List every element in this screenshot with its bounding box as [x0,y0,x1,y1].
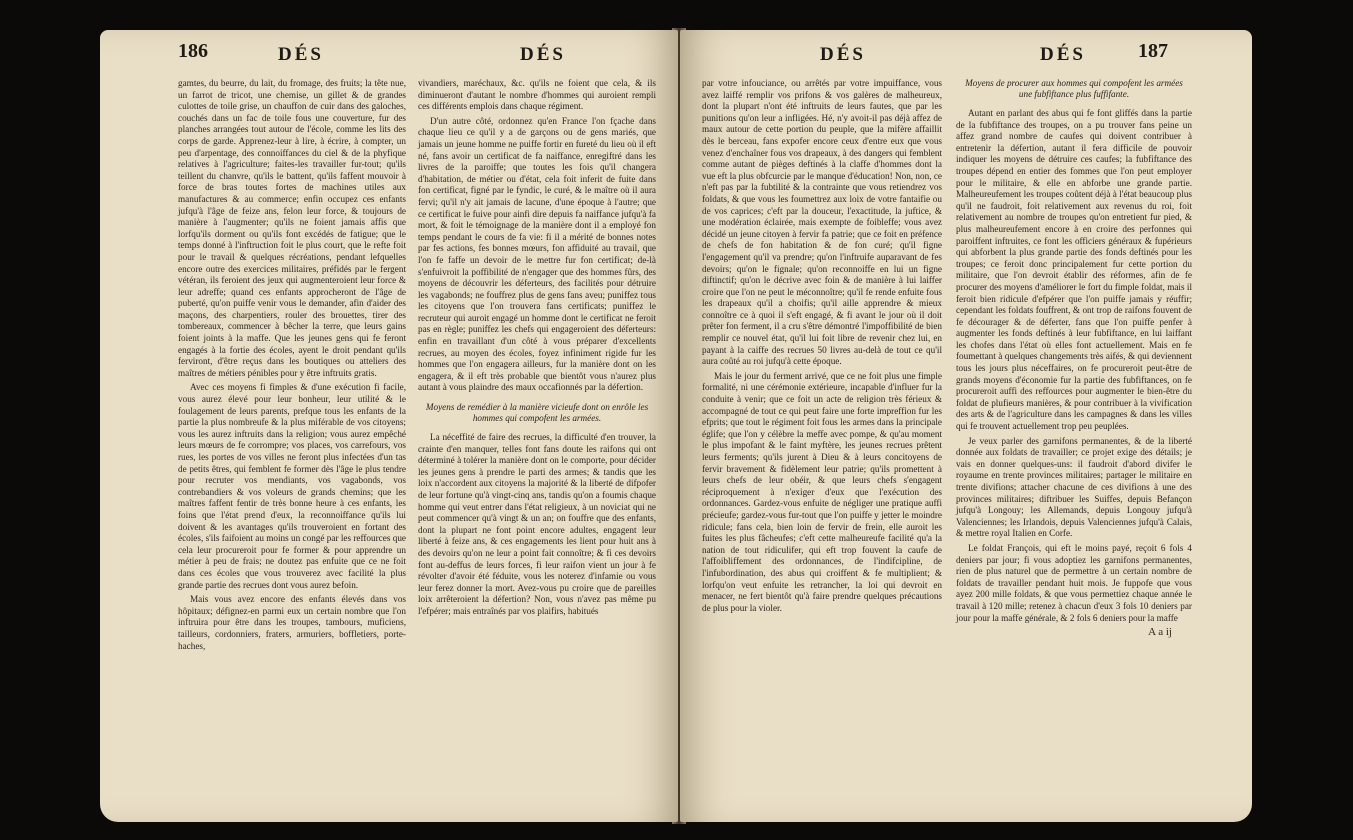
signature-mark: A a ij [1148,626,1172,639]
paragraph: gamtes, du beurre, du lait, du fromage, des fruits; la tête nue, un farrot de tricot, une chemise, un gillet & de grandes culottes de toile grise, un chauffon de cuir dans des galoches, couchés dans un fac de toile fous une couverture, fur des planches arrangées tout autour de l'école, comme les lits des corps de garde. Apprenez-leur à lire, à écrire, à compter, un peu d'arpentage, des connoiffances du ciel & de la phyfique relatives à l'agriculture; faites-les travailler fur-tout; qu'ils teillent du chanvre, qu'ils le battent, qu'ils faffent mouvoir à force de bras toutes fortes de machines utiles aux manufactures & au commerce; enfin occupez ces enfants jufqu'à l'âge de feize ans, felon leur force, & toujours de manière à l'augmenter; qu'ils ne foient jamais affis que lorfqu'ils dorment ou qu'ils font excédés de fatigue; que le temps donné à l'inftruction foit le plus court, que le refte foit pour le travail & quelques récréations, pendant lefquelles encore outre des exercices militaires, préfidés par le fergent vétéran, ils feroient des jeux qui augmenteroient leur force & leur adreffe; quand ces enfants approcheront de l'âge de puberté, qu'on puiffe venir vous le demander, afin d'aider des maçons, des charpentiers, rouler des brouettes, tirer des tombereaux, commencer à bêcher la terre, que leurs gains foient joints à la maffe. Que les jeunes gens qui fe feront engagés à la fortie des écoles, ayent le droit pendant qu'ils ferviront, d'être reçus dans les boutiques ou atteliers des maîtres de métiers pénibles pour y être inftruits gratis. [178,78,406,378]
left-column-2 [418,78,656,621]
left-page [100,30,678,822]
section-heading: Moyens de remédier à la manière vicieufe dont on enrôle les hommes qui compofent les armées. [425,402,649,424]
left-column-1 [178,78,406,655]
right-page [680,30,1252,822]
running-header-right-col1: DÉS [820,44,866,65]
running-header-right-col2: DÉS [1040,44,1086,65]
running-header-left-col2: DÉS [520,44,566,65]
running-header-left-col1: DÉS [278,44,324,65]
paragraph: Mais le jour du ferment arrivé, que ce ne foit plus une fimple formalité, ni une cérémonie extérieure, incapable d'influer fur la conduite à venir; que ce foit un acte de religion très férieux & accompagné de tout ce qui peut faire une forte impreffion fur les efprits; que tout le régiment foit fous les armes dans la principale églife; que l'on y célèbre la meffe avec pompe, & qu'au moment le plus impofant & le faint myftère, les jeunes recrues prêtent leurs ferments; qu'ils jurent à Dieu & à leurs concitoyens de fervir bravement & fidèlement leur patrie; qu'ils promettent à leurs chefs de leur obéir, & que leurs chefs s'engagent réciproquement à n'exiger d'eux que l'exécution des ordonnances. Gardez-vous enfuite de négliger une pratique auffi précieufe; gardez-vous fur-tout que l'on puiffe y jetter le moindre ridicule; fans cela, bien loin de fervir de frein, elle auroit les fuites les plus fâcheufes; c'eft cette malheureufe facilité qu'a la nation de tout ridiculifer, qui eft trop fouvent la caufe de l'affoibliffement des ordonnances, de l'indifcipline, de l'infubordination, des abus qui croiffent & fe multiplient; & lorfqu'on veut enfuite les retrancher, la loi qui devroit en menacer, ne fert bientôt qu'à faire prendre quelques précautions de plus pour la violer. [702,370,942,613]
paragraph: Le foldat François, qui eft le moins payé, reçoit 6 fols 4 deniers par jour; fi vous adoptiez les garnifons permanentes, rien de plus naturel que de permettre à un certain nombre de foldats de travailler pendant huit mois. Je fuppofe que vous ayez 200 mille foldats, & que vous permettiez chaque année le travail à 120 mille; retenez à chacun d'eux 3 fols 10 deniers par jour pour la maffe générale, & 2 fols 6 deniers pour la maffe [956,542,1192,623]
paragraph: par votre infouciance, ou arrêtés par votre impuiffance, vous avez laiffé remplir vos prifons & vos galères de malheureux, dont la plupart n'ont été inftruits de leurs fautes, que par les punitions qu'on leur a infligées. Hé, n'y avoit-il pas déjà affez de maux autour de cette portion du peuple, que la mifère affaillit dès le berceau, fans expofer encore ceux d'entre eux que vous venez d'enchaîner fous vos drapeaux, à des dangers qui femblent comme autant de pièges deftinés à la claffe d'hommes dont la vue eft la plus obfcurcie par le manque d'éducation! Non, non, ce n'eft pas par la fubtilité & la contrainte que vous retiendrez vos foldats, & que vous les foumettrez aux loix de votre fantaifie ou de vos caprices; c'eft par la douceur, l'exactitude, la juftice, & une modération éclairée, mais exempte de foibleffe; vous avez décidé un jeune citoyen à fervir fa patrie; que ce foit en préfence de chefs de fon habitation & de fon curé; qu'il figne l'engagement qu'il va prendre; qu'on l'inftruife auparavant de fes devoirs; qu'on le fignale; qu'on reconnoiffe en lui un figne diftinctif; qu'on le décrive avec foin & de manière à lui laiffer croire que l'on ne peut le méconnoître; qu'il fe rende enfuite fous les drapeaux qu'il a choifis; qu'il aille apprendre & mieux connoître ce à quoi il s'eft engagé, & fi avant le jour où il doit prêter fon ferment, il a cru s'être démontré l'impoffibilité de bien remplir ce nouvel état, qu'il lui foit libre de revenir chez lui, en payant à la caiffe des recrues 50 livres au-delà de tout ce qu'il aura coûté au roi jufqu'à cette époque. [702,78,942,367]
right-column-1 [702,78,942,617]
page-number-right: 187 [1138,40,1168,62]
section-heading: Moyens de procurer aux hommes qui compofent les armées une fubfiftance plus fuffifante. [965,78,1183,99]
paragraph: Mais vous avez encore des enfants élevés dans vos hôpitaux; défignez-en parmi eux un certain nombre que l'on inftruira pour être dans les troupes, tambours, muficiens, tailleurs, cordonniers, fraters, armuriers, boffletiers, porte-haches, [178,594,406,651]
right-column-2 [956,78,1192,639]
paragraph: Je veux parler des garnifons permanentes, & de la liberté donnée aux foldats de travailler; ce projet exige des détails; je vais en donner quelques-uns: il faudroit d'abord divifer le royaume en trente provinces militaires; partager le militaire en trente divifions; attacher chacune de ces divifions à une des provinces militaires; diftribuer les Suiffes, depuis Befançon jufqu'à Longouy; les Allemands, depuis Longouy jufqu'à Valenciennes; les Irlandois, depuis Valenciennes jufqu'à Calais, & mettre royal Italien en Corfe. [956,435,1192,539]
page-number-left: 186 [178,40,208,62]
paragraph: D'un autre côté, ordonnez qu'en France l'on fçache dans chaque lieu ce qu'il y a de garçons ou de gens mariés, que jamais un jeune homme ne puiffe fortir en fureté du lieu où il eft né, fans avoir un certificat de fa naiffance, enregiftré dans les livres de la paroiffe; que toutes les fois qu'il changera d'habitation, de métier ou d'état, cela foit inferit de fuite dans fon certificat, figné par le fyndic, le curé, & le maître où il aura fervi; qu'il n'y ait jamais de lacune, d'une époque à l'autre; que ce certificat le fuive pour ainfi dire depuis fa naiffance jufqu'à fa mort, & foit le témoignage de la manière dont il a employé fon temps pendant le cours de fa vie: fi il a mérité de bonnes notes par fes actions, fes bonnes mœurs, fon affiduité au travail, que l'on fe faffe un devoir de le mettre fur fon certificat; de-là s'enfuivroit la poffibilité de n'engager que des hommes fûrs, des moyens de découvrir les déferteurs, des facilités pour détruire les vagabonds; ne fouffrez plus de gens fans aveu; puniffez tous les citoyens que l'on trouvera fans certificats; puniffez le recruteur qui auroit engagé un homme dont le certificat ne feroit pas en règle; puniffez les chefs qui engageroient des déferteurs: enfin en travaillant d'un côté à vous préparer d'excellents recrues, au moyen des écoles, foyez infiniment rigide fur les hommes que l'on engagera ailleurs, fur la manière dont on les engagera, & il eft très probable que bientôt vous n'aurez plus autant à vous plaindre des maux occafionnés par la défertion. [418,115,656,393]
paragraph: vivandiers, maréchaux, &c. qu'ils ne foient que cela, & ils diminueront d'autant le nombre d'hommes qui auroient rempli ces différents emplois dans chaque régiment. [418,78,656,112]
paragraph: Avec ces moyens fi fimples & d'une exécution fi facile, vous aurez élevé pour leur bonheur, leur utilité & le foulagement de leurs parents, prefque tous les enfants de la partie la plus nombreufe & la plus miférable de vos citoyens; vous les aurez inftruits dans la religion; vous aurez empêché leurs mœurs de fe corrompre; vos places, vos carrefours, vos rues, les portes de vos villes ne feront plus infectées d'un tas de petits êtres, qui femblent fe former dès l'âge le plus tendre pour recruter vos mendiants, vos vagabonds, vos contrebandiers & vos voleurs de grands chemins; que les maîtres faffent fentir de très bonne heure à ces enfants, les foins que l'état prend d'eux, la reconnoiffance qu'ils lui doivent & les avantages qu'ils trouveroient en fortant des écoles, s'ils faifoient au moins un congé par les reffources que cela leur procureroit pour fe former & pour apprendre un métier à peu de frais; ne doutez pas enfuite que ce ne foit dans ces écoles que vous trouverez avec facilité la plus grande partie des recrues dont vous aurez befoin. [178,382,406,590]
paragraph: Autant en parlant des abus qui fe font gliffés dans la partie de la fubfiftance des troupes, on a pu trouver fans peine un affez grand nombre de caufes qui doivent contribuer à entretenir la défertion, autant il fera difficile de pouvoir indiquer les moyens de détruire ces caufes; la fubfiftance des troupes dépend en entier des fommes que l'on peut employer pour le militaire, & elle en abforbe une grande partie. Malheureufement les troupes coûtent déjà à l'état beaucoup plus qu'il ne faudroit, foit relativement aux revenus du roi, foit relativement au nombre de troupes qu'on entretient fur pied, & plus malheureufement encore à en croire des perfonnes qui paroiffent inftruites, ce font les officiers généraux & fupérieurs qui abforbent la plus grande partie des fonds deftinés pour les troupes; ce feroit donc principalement fur cette portion du militaire, que l'on devroit établir des réformes, afin de fe procurer des moyens d'améliorer le fort du fimple foldat, mais il feroit bien ridicule d'efpérer que l'on puiffe jamais y réuffir; cependant les foldats fouffrent, & ont trop de raifons fouvent de fe décourager & de déferter, fans que l'on puiffe penfer à augmenter les fonds deftinés à leur fubfiftance, en lui laiffant les chofes dans l'état où elles font actuellement. Mais en fe foumettant à quelques changements très aifés, & qui deviennent tous les jours plus néceffaires, on fe procureroit peut-être de grands moyens d'économie fur la partie des fubfiftances, on fe procureroit auffi des reffources pour augmenter le bien-être du foldat de plufieurs manières, & pour contribuer à la vivification des arts & de l'agriculture dans les campagnes & dans les villes qui fe trouvent actuellement trop peu peuplées. [956,108,1192,432]
paragraph: La néceffité de faire des recrues, la difficulté d'en trouver, la crainte d'en manquer, telles font fans doute les raifons qui ont déterminé à tolérer la manière dont on le comporte, pour décider les jeunes gens à prendre le parti des armes; & tandis que les loix n'accordent aux citoyens la majorité & la liberté de difpofer de leur fortune qu'à vingt-cinq ans, tandis qu'on a foumis chaque homme qui veut entrer dans l'état religieux, à un noviciat qui ne peut commencer qu'à vingt & un an; on fouffre que des enfants, dont la plupart ne font point encore adultes, engagent leur liberté à feize ans, & ces engagements les lient pour huit ans à des devoirs qu'on ne leur a point fait connoître; & fi ces devoirs font au-deffus de leurs forces, fi leur raifon vient un jour à fe révolter d'avoir été féduite, vous les noterez d'infamie ou vous leur ferez donner la mort. Avez-vous pu croire que de pareilles loix arrêteroient la défertion? Non, vous n'avez pas même pu l'efpérer; mais entraînés par vos plaifirs, habitués [418,432,656,616]
